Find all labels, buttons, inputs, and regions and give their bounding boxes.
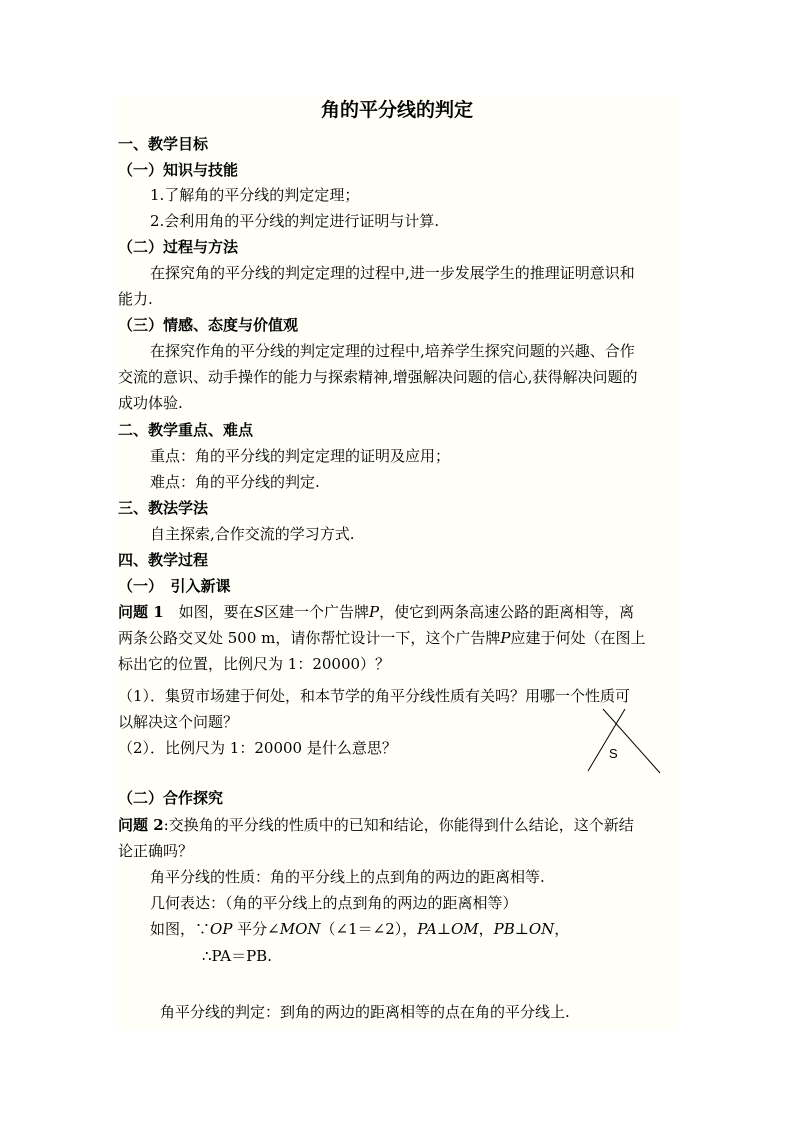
question-2-line-2: 论正确吗？ <box>118 842 194 860</box>
attitude-paragraph-line-2: 交流的意识、动手操作的能力与探索精神,增强解决问题的信心,获得解决问题的 <box>118 368 638 386</box>
sub-question-1-line-2: 以解决这个问题？ <box>118 713 239 731</box>
subsection-knowledge-skills: （一）知识与技能 <box>118 161 239 179</box>
difficult-point-text: 难点：角的平分线的判定. <box>150 473 320 491</box>
billboard-p: P <box>368 603 380 621</box>
geometric-expression: 几何表达：（角的平分线上的点到角的两边的距离相等） <box>150 894 518 912</box>
subsection-process-method: （二）过程与方法 <box>118 238 239 256</box>
subsection-cooperative-exploration: （二）合作探究 <box>118 789 224 807</box>
attitude-paragraph-line-1: 在探究作角的平分线的判定定理的过程中,培养学生探究问题的兴趣、合作 <box>150 342 635 360</box>
subsection-intro: （一） 引入新课 <box>118 577 231 595</box>
question-1-line-1: 问题 1 如图，要在S区建一个广告牌P，使它到两条高速公路的距离相等，离 <box>118 603 635 621</box>
section-4-heading: 四、教学过程 <box>118 551 209 569</box>
figure-label-s: S <box>609 746 618 761</box>
proof-given-line: 如图，∵OP 平分∠MON（∠1＝∠2），PA⊥OM，PB⊥ON， <box>150 920 570 938</box>
key-point-text: 重点：角的平分线的判定定理的证明及应用； <box>150 447 451 465</box>
method-text: 自主探索,合作交流的学习方式. <box>150 525 355 543</box>
question-2-label: 问题 2 <box>118 816 164 834</box>
page-title: 角的平分线的判定 <box>320 99 473 121</box>
objective-item-1: 1.了解角的平分线的判定定理； <box>150 186 360 204</box>
highway-figure <box>583 707 668 777</box>
objective-item-2: 2.会利用角的平分线的判定进行证明与计算. <box>150 212 440 230</box>
question-1-label: 问题 1 <box>118 603 164 621</box>
subsection-attitude-values: （三）情感、态度与价值观 <box>118 316 299 334</box>
section-1-heading: 一、教学目标 <box>118 135 209 153</box>
process-paragraph-line-1: 在探究角的平分线的判定定理的过程中,进一步发展学生的推理证明意识和 <box>150 264 635 282</box>
highway-line-2 <box>603 709 660 773</box>
section-2-heading: 二、教学重点、难点 <box>118 421 254 439</box>
sub-question-2: （2）．比例尺为 1：20000 是什么意思？ <box>118 739 397 757</box>
region-s: S <box>253 603 264 621</box>
bisector-property: 角平分线的性质：角的平分线上的点到角的两边的距离相等. <box>150 868 545 886</box>
sub-question-1-line-1: （1）．集贸市场建于何处，和本节学的角平分线性质有关吗？用哪一个性质可 <box>118 687 631 705</box>
section-3-heading: 三、教法学法 <box>118 499 209 517</box>
attitude-paragraph-line-3: 成功体验. <box>118 394 183 412</box>
question-1-line-2: 两条公路交叉处 500 m，请你帮忙设计一下，这个广告牌P应建于何处（在图上 <box>118 629 646 647</box>
process-paragraph-line-2: 能力. <box>118 290 153 308</box>
question-1-line-3: 标出它的位置，比例尺为 1：20000）？ <box>118 655 391 673</box>
proof-conclusion: ∴PA＝PB. <box>202 947 272 965</box>
question-2-line-1: 问题 2:交换角的平分线的性质中的已知和结论，你能得到什么结论，这个新结 <box>118 816 634 834</box>
bisector-judgment: 角平分线的判定：到角的两边的距离相等的点在角的平分线上. <box>160 1003 570 1021</box>
document-page <box>118 95 676 1030</box>
highway-line-1 <box>588 709 625 771</box>
